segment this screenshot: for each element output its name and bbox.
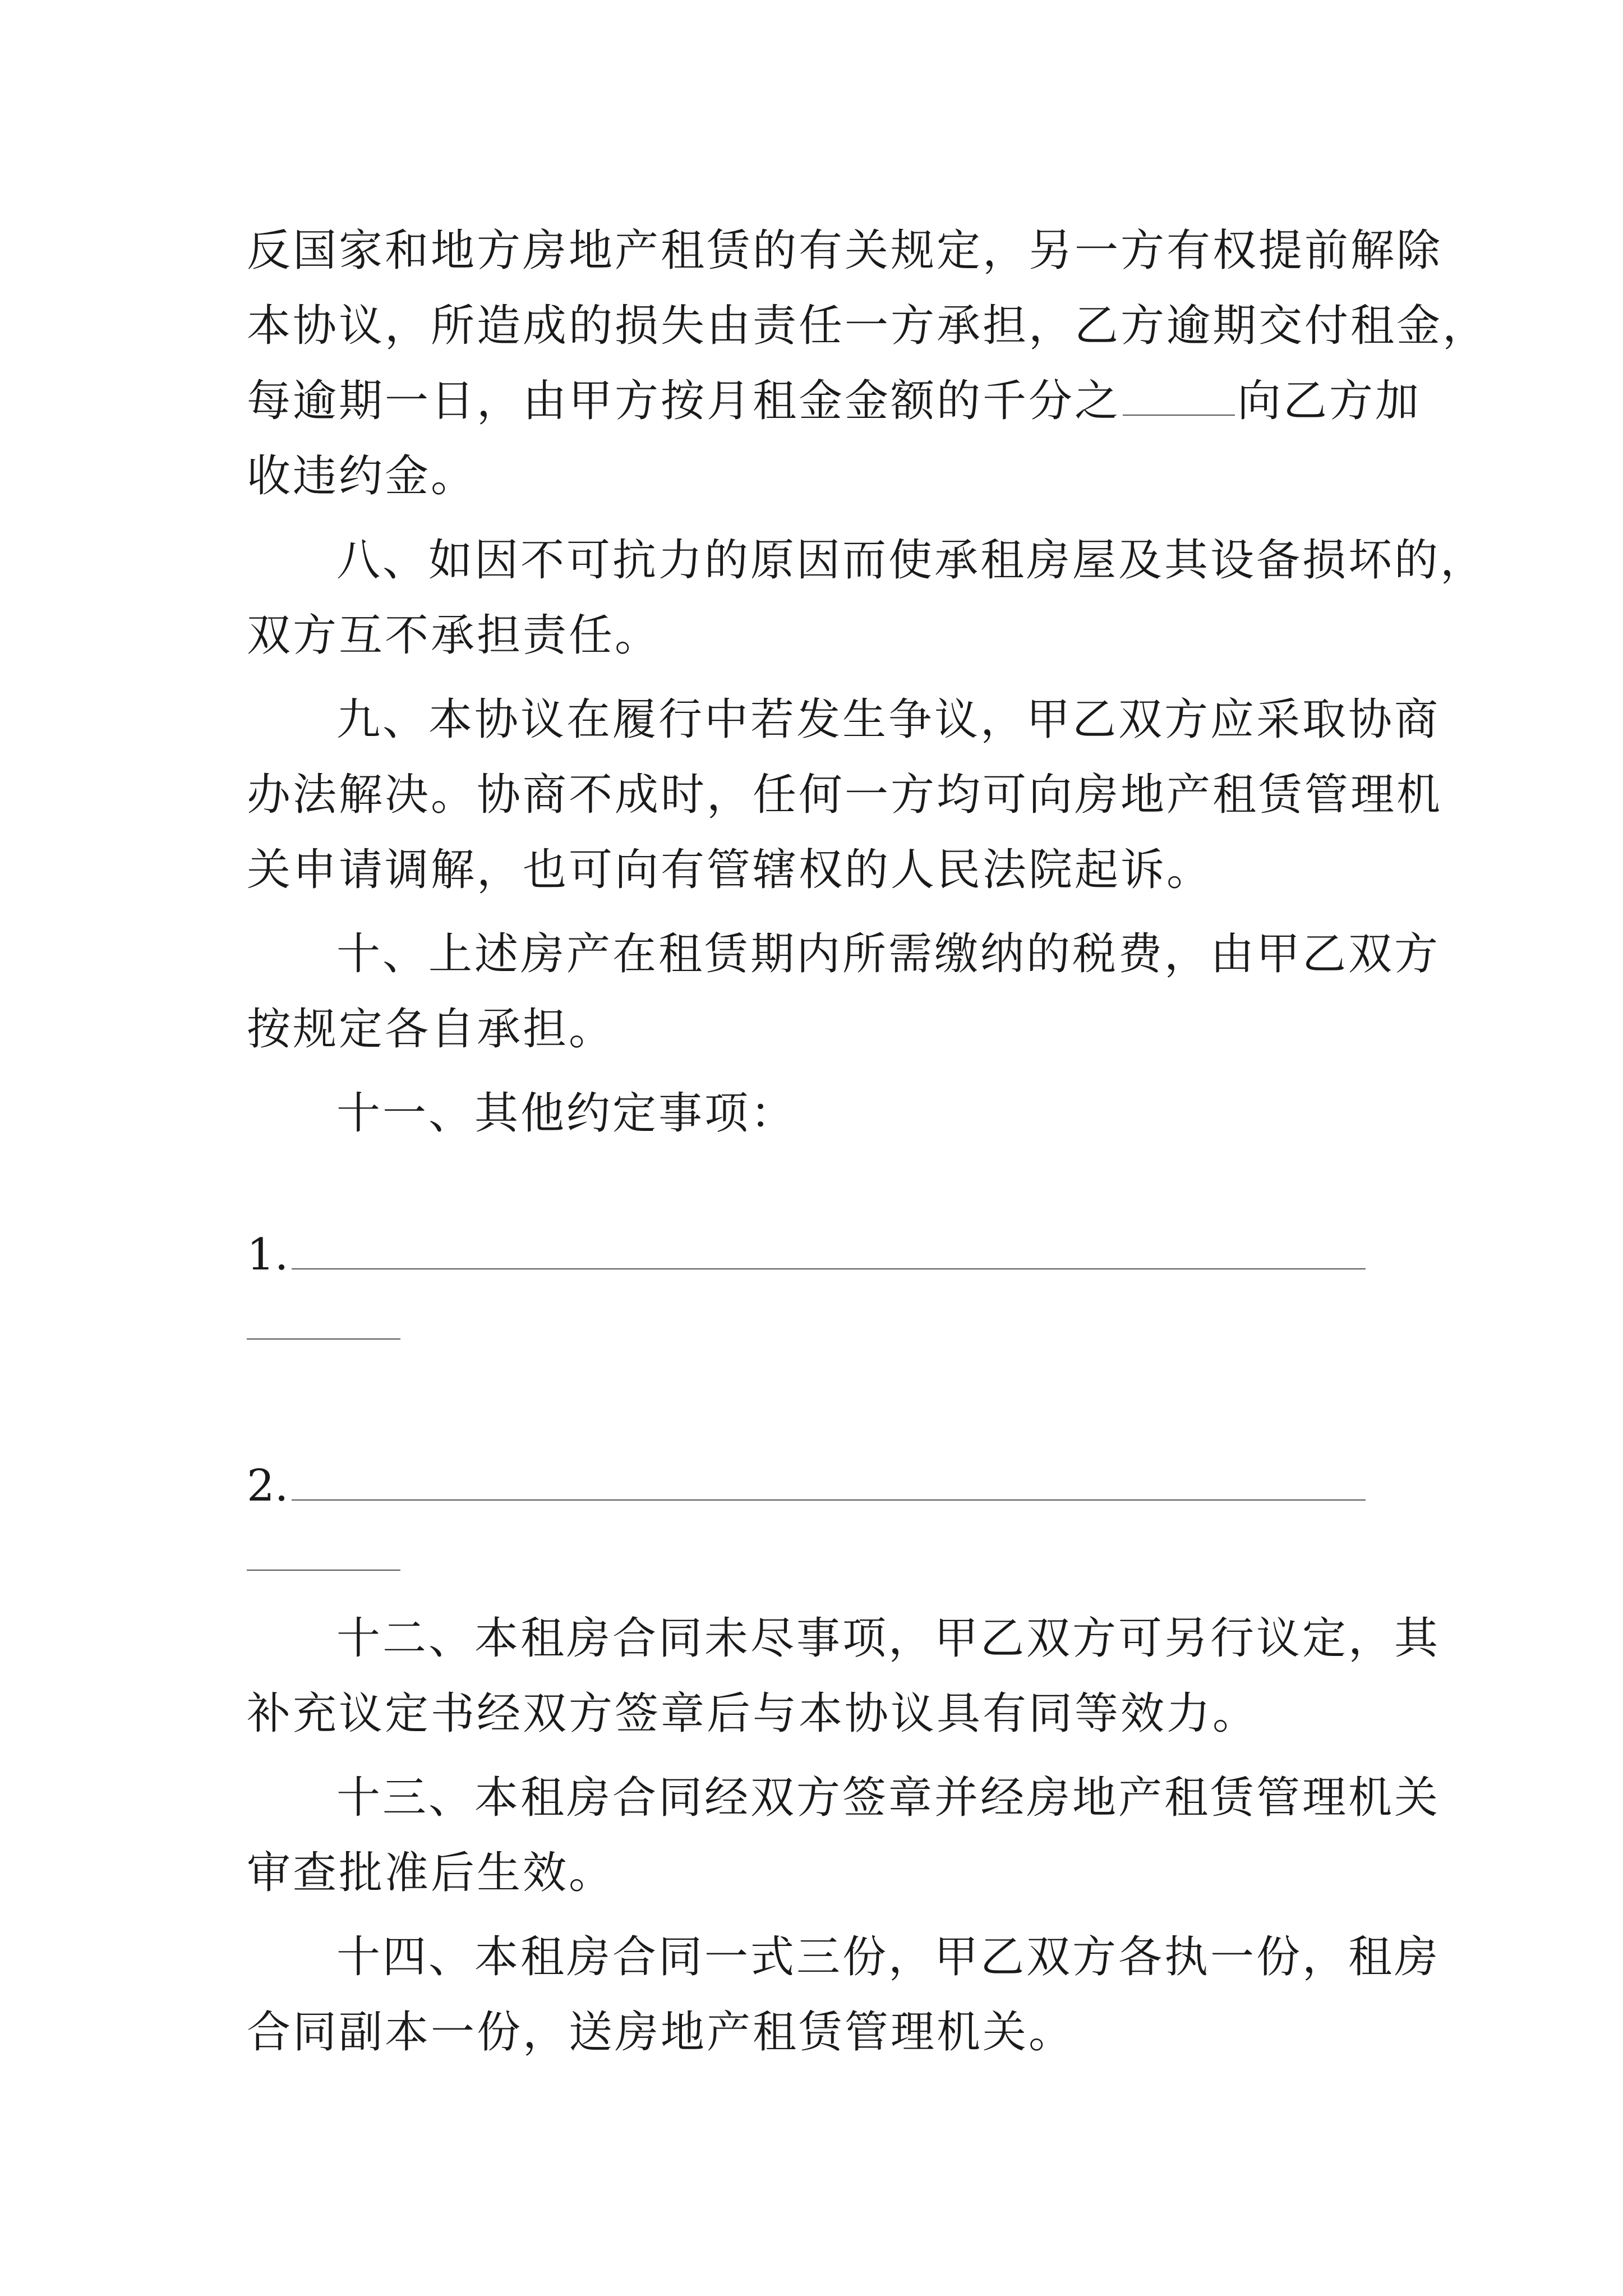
clause-9-line-3: 关申请调解，也可向有管辖权的人民法院起诉。 <box>247 845 1213 895</box>
clause-13-line-2: 审查批准后生效。 <box>247 1848 615 1898</box>
item-1-blank <box>292 1234 1366 1269</box>
clause-10-line-1: 十、上述房产在租赁期内所需缴纳的税费，由甲乙双方 <box>336 929 1441 979</box>
clause-7-line-1: 反国家和地方房地产租赁的有关规定，另一方有权提前解除 <box>247 226 1443 276</box>
clause-7-line-2: 本协议，所造成的损失由责任一方承担，乙方逾期交付租金， <box>247 301 1489 351</box>
clause-9-line-2: 办法解决。协商不成时，任何一方均可向房地产租赁管理机 <box>247 770 1443 820</box>
item-2-blank <box>292 1465 1366 1501</box>
penalty-rate-blank <box>1123 381 1235 416</box>
item-2-blank-tail <box>247 1568 400 1571</box>
clause-13-line-1: 十三、本租房合同经双方签章并经房地产租赁管理机关 <box>336 1773 1441 1823</box>
clause-11-line-1: 十一、其他约定事项： <box>336 1088 797 1139</box>
clause-9-line-1: 九、本协议在履行中若发生争议，甲乙双方应采取协商 <box>336 694 1441 745</box>
item-1-label: 1. <box>247 1230 289 1280</box>
clause-7-line-3 <box>247 362 1421 440</box>
item-1-row <box>247 1216 1366 1294</box>
item-1-blank-tail <box>247 1337 400 1340</box>
clause-14-line-2: 合同副本一份，送房地产租赁管理机关。 <box>247 2007 1075 2058</box>
clause-12-line-2: 补充议定书经双方签章后与本协议具有同等效力。 <box>247 1688 1259 1739</box>
clause-14-line-1: 十四、本租房合同一式三份，甲乙双方各执一份，租房 <box>336 1932 1441 1982</box>
item-2-label: 2. <box>247 1461 289 1511</box>
clause-8-line-2: 双方互不承担责任。 <box>247 610 661 661</box>
clause-7-line-3-start: 每逾期一日，由甲方按月租金金额的千分之 <box>247 376 1121 426</box>
clause-7-line-4: 收违约金。 <box>247 451 477 501</box>
clause-12-line-1: 十二、本租房合同未尽事项，甲乙双方可另行议定，其 <box>336 1613 1441 1664</box>
clause-7-line-3-end: 向乙方加 <box>1237 376 1422 426</box>
clause-10-line-2: 按规定各自承担。 <box>247 1004 615 1055</box>
clause-8-line-1: 八、如因不可抗力的原因而使承租房屋及其设备损坏的， <box>336 535 1487 586</box>
item-2-row <box>247 1447 1366 1525</box>
